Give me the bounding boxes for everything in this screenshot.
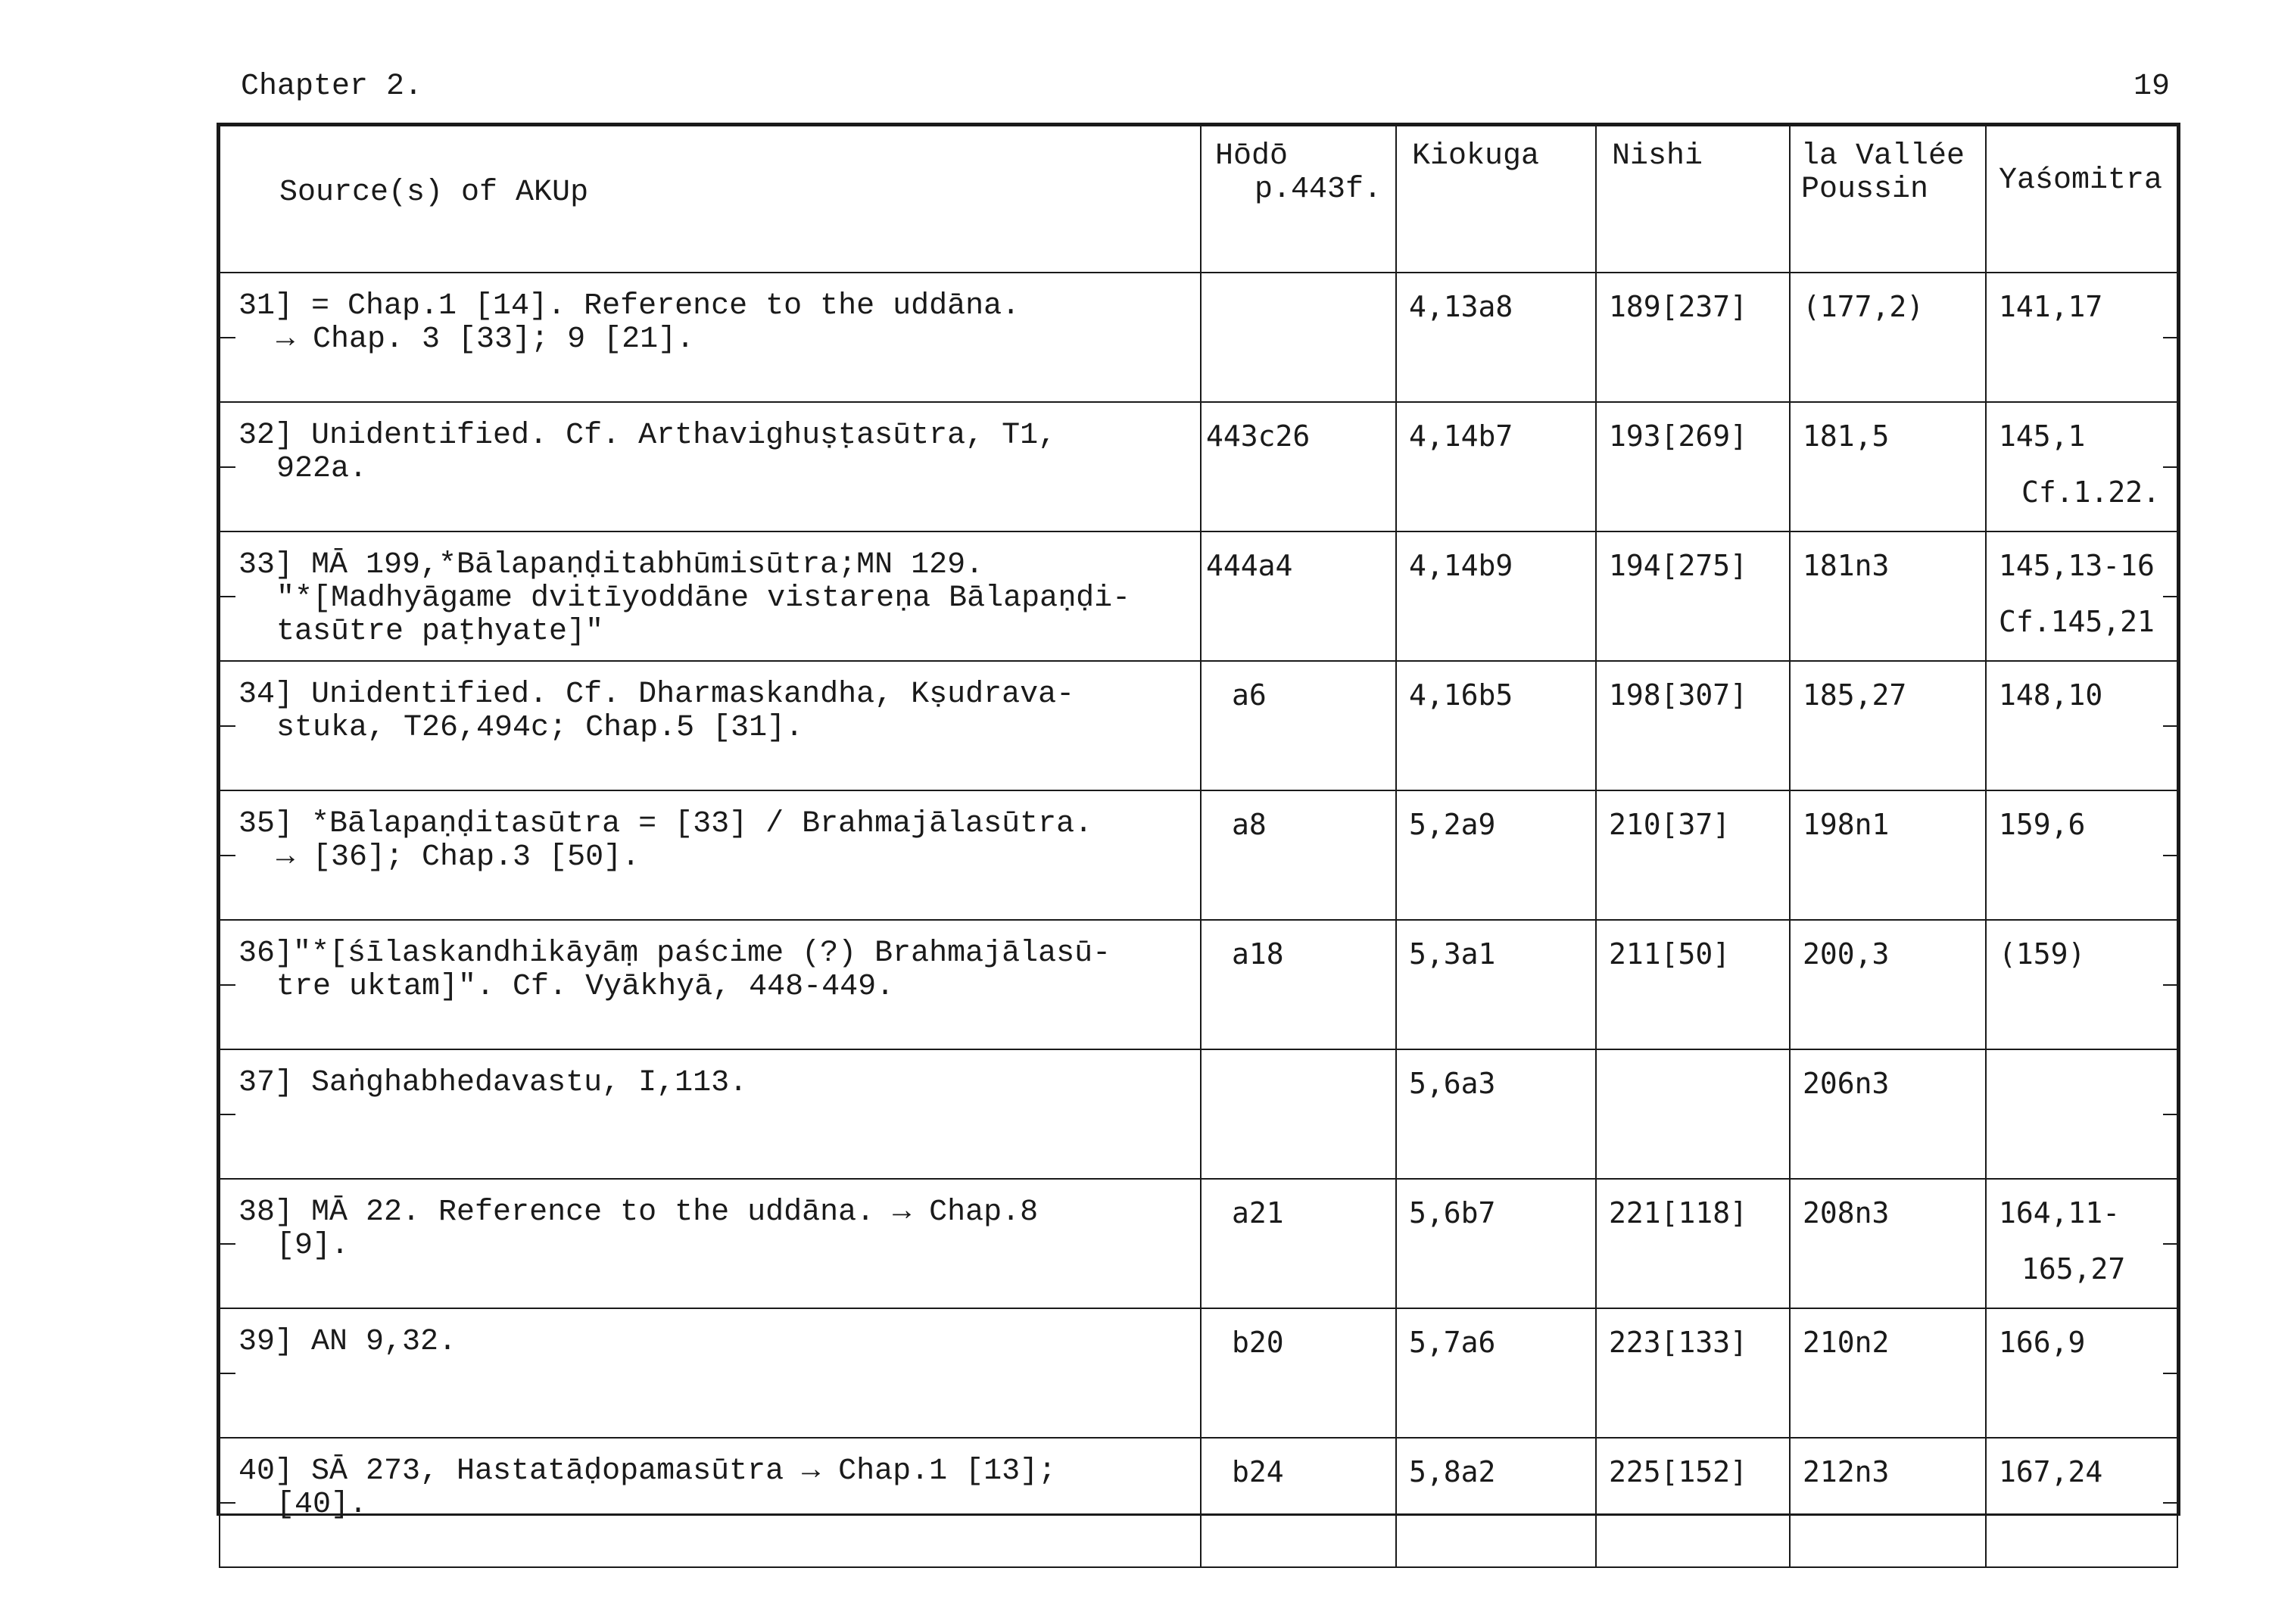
sources-table-frame [217,123,2180,1522]
table-row [220,1049,2177,1179]
table-row [220,920,2177,1049]
yasomitra-cell [1986,920,2177,1049]
yasomitra-cell [1986,273,2177,402]
table-row [220,402,2177,531]
source-cell [220,1179,1201,1308]
yasomitra-cell [1986,1179,2177,1308]
source-line-2: tre uktam]". Cf. Vyākhyā, 448-449. [276,970,895,1004]
source-line-1: 37] Saṅghabhedavastu, I,113. [238,1066,748,1100]
source-line-2: stuka, T26,494c; Chap.5 [31]. [276,711,804,745]
yasomitra-line-1: 167,24 [1999,1455,2103,1488]
yasomitra-cell [1986,402,2177,531]
yasomitra-line-1: 159,6 [1999,808,2086,841]
yasomitra-line-1: 141,17 [1999,290,2103,323]
nishi-cell: 189[237] [1596,273,1790,402]
row-right-tick [2163,1502,2177,1504]
nishi-cell: 193[269] [1596,402,1790,531]
row-right-tick [2163,1373,2177,1374]
source-line-1: 32] Unidentified. Cf. Arthavighuṣṭasūtra, T1, [238,419,1057,453]
table-header-row [220,126,2177,273]
hodo-cell: 443c26 [1201,402,1396,531]
table-row [220,273,2177,402]
source-cell [220,1049,1201,1179]
yasomitra-line-1: 166,9 [1999,1326,2086,1359]
source-cell [220,402,1201,531]
source-line-2: [9]. [276,1229,350,1263]
hodo-cell: a18 [1201,920,1396,1049]
kiokuga-cell: 5,3a1 [1396,920,1596,1049]
row-margin-dash [220,1243,235,1245]
row-right-tick [2163,855,2177,856]
row-right-tick [2163,337,2177,338]
kiokuga-cell: 5,8a2 [1396,1438,1596,1567]
source-line-1: 36]"*[śīlaskandhikāyāṃ paścime (?) Brahmajālasū- [238,937,1111,971]
page-header [241,70,2170,115]
yasomitra-line-1: 148,10 [1999,678,2103,712]
kiokuga-cell: 5,2a9 [1396,790,1596,920]
nishi-cell: 194[275] [1596,531,1790,661]
hodo-cell: a8 [1201,790,1396,920]
yasomitra-line-2: Cf.1.22. [2021,475,2161,509]
row-margin-dash [220,984,235,986]
hodo-cell: 444a4 [1201,531,1396,661]
source-line-2: → [36]; Chap.3 [50]. [276,840,641,874]
yasomitra-cell [1986,1438,2177,1567]
row-margin-dash [220,725,235,727]
source-line-1: 39] AN 9,32. [238,1325,457,1359]
nishi-cell: 223[133] [1596,1308,1790,1438]
hodo-cell [1201,273,1396,402]
lavallee-cell: 198n1 [1790,790,1986,920]
table-row [220,1438,2177,1567]
header-hodo-line1: Hōdō [1215,139,1289,173]
row-margin-dash [220,466,235,468]
row-margin-dash [220,596,235,597]
table-row [220,1308,2177,1438]
header-kiokuga: Kiokuga [1396,126,1596,273]
table-body [220,273,2177,1567]
row-right-tick [2163,1114,2177,1115]
yasomitra-cell [1986,661,2177,790]
table-row [220,531,2177,661]
header-hodo [1201,126,1396,273]
yasomitra-line-1: 164,11- [1999,1196,2121,1230]
lavallee-cell: 206n3 [1790,1049,1986,1179]
source-line-1: 40] SĀ 273, Hastatāḍopamasūtra → Chap.1 [13]; [238,1454,1057,1488]
yasomitra-line-1: (159) [1999,937,2086,971]
hodo-cell: a21 [1201,1179,1396,1308]
yasomitra-line-1: 145,1 [1999,419,2086,453]
kiokuga-cell: 5,6b7 [1396,1179,1596,1308]
row-right-tick [2163,1243,2177,1245]
kiokuga-cell: 4,13a8 [1396,273,1596,402]
table-row [220,790,2177,920]
source-line-1: 35] *Bālapaṇḍitasūtra = [33] / Brahmajālasūtra. [238,807,1093,841]
row-right-tick [2163,596,2177,597]
header-source: Source(s) of AKUp [220,126,1201,273]
row-margin-dash [220,337,235,338]
source-cell [220,531,1201,661]
lavallee-cell: 181,5 [1790,402,1986,531]
lavallee-cell: 185,27 [1790,661,1986,790]
header-lavallee [1790,126,1986,273]
row-margin-dash [220,855,235,856]
nishi-cell: 225[152] [1596,1438,1790,1567]
table-row [220,1179,2177,1308]
nishi-cell: 211[50] [1596,920,1790,1049]
lavallee-cell: 208n3 [1790,1179,1986,1308]
lavallee-cell: 200,3 [1790,920,1986,1049]
lavallee-cell: (177,2) [1790,273,1986,402]
nishi-cell: 210[37] [1596,790,1790,920]
source-line-2: 922a. [276,452,368,486]
source-cell [220,661,1201,790]
source-line-1: 38] MĀ 22. Reference to the uddāna. → Chap.8 [238,1195,1039,1230]
source-line-1: 33] MĀ 199,*Bālapaṇḍitabhūmisūtra;MN 129. [238,548,984,582]
hodo-cell: a6 [1201,661,1396,790]
header-hodo-line2: p.443f. [1255,173,1382,207]
chapter-heading: Chapter 2. [241,70,423,104]
kiokuga-cell: 4,14b9 [1396,531,1596,661]
lavallee-cell: 212n3 [1790,1438,1986,1567]
yasomitra-line-1: 145,13-16 [1999,549,2155,582]
source-cell [220,920,1201,1049]
source-cell [220,1308,1201,1438]
lavallee-cell: 210n2 [1790,1308,1986,1438]
yasomitra-line-2: 165,27 [2021,1252,2126,1286]
nishi-cell: 198[307] [1596,661,1790,790]
header-lavallee-line1: la Vallée [1801,139,1965,173]
source-line-2: → Chap. 3 [33]; 9 [21]. [276,323,695,357]
row-margin-dash [220,1502,235,1504]
source-line-3: tasūtre paṭhyate]" [276,615,604,649]
hodo-cell: b20 [1201,1308,1396,1438]
yasomitra-cell [1986,531,2177,661]
sources-table [219,125,2178,1568]
page-number: 19 [2133,70,2170,104]
kiokuga-cell: 5,6a3 [1396,1049,1596,1179]
header-yasomitra: Yaśomitra [1986,126,2177,273]
row-right-tick [2163,725,2177,727]
kiokuga-cell: 5,7a6 [1396,1308,1596,1438]
hodo-cell [1201,1049,1396,1179]
hodo-cell: b24 [1201,1438,1396,1567]
source-line-1: 31] = Chap.1 [14]. Reference to the uddāna. [238,289,1021,323]
header-nishi: Nishi [1596,126,1790,273]
yasomitra-cell [1986,1049,2177,1179]
nishi-cell: 221[118] [1596,1179,1790,1308]
table-row [220,661,2177,790]
nishi-cell [1596,1049,1790,1179]
row-right-tick [2163,466,2177,468]
lavallee-cell: 181n3 [1790,531,1986,661]
kiokuga-cell: 4,16b5 [1396,661,1596,790]
source-line-2: [40]. [276,1488,368,1522]
source-line-2: "*[Madhyāgame dvitīyoddāne vistareṇa Bālapaṇḍi- [276,581,1131,616]
row-right-tick [2163,984,2177,986]
source-cell [220,273,1201,402]
source-cell [220,1438,1201,1567]
row-margin-dash [220,1114,235,1115]
source-cell [220,790,1201,920]
header-lavallee-line2: Poussin [1801,173,1929,207]
source-line-1: 34] Unidentified. Cf. Dharmaskandha, Kṣudrava- [238,678,1075,712]
yasomitra-cell [1986,790,2177,920]
yasomitra-line-2: Cf.145,21 [1999,605,2155,638]
yasomitra-cell [1986,1308,2177,1438]
row-margin-dash [220,1373,235,1374]
kiokuga-cell: 4,14b7 [1396,402,1596,531]
